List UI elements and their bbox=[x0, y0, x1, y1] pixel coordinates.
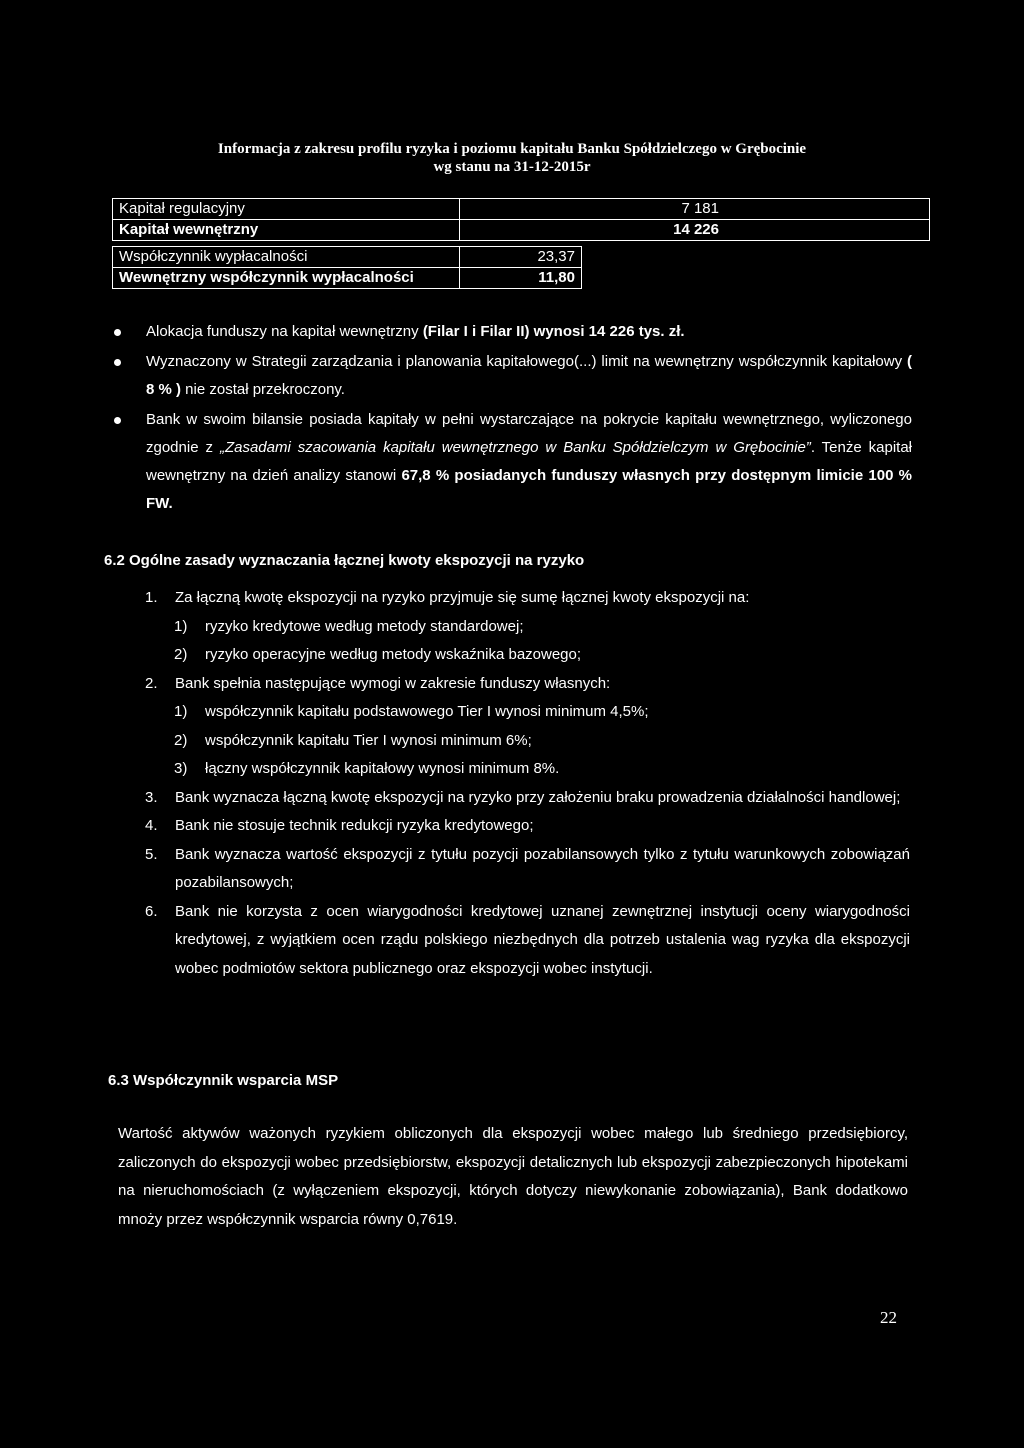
list-number: 2) bbox=[174, 731, 188, 749]
list-number: 3. bbox=[145, 788, 158, 806]
bullet-bold-text: 67,8 % posiadanych funduszy własnych przy dostępnym limicie 100 % FW. bbox=[146, 467, 912, 512]
list-number: 2) bbox=[174, 646, 188, 663]
list-item bbox=[145, 841, 910, 898]
bullet-icon bbox=[114, 359, 121, 366]
table-cell-label: Wewnętrzny współczynnik wypłacalności bbox=[113, 268, 460, 289]
bullet-bold-text: (Filar I i Filar II) wynosi 14 226 tys. zł. bbox=[422, 323, 685, 340]
table-row bbox=[113, 199, 930, 220]
table-cell-label: Kapitał regulacyjny bbox=[113, 199, 460, 220]
list-number: 5. bbox=[145, 845, 158, 863]
bullet-text: nie został przekroczony. bbox=[181, 381, 345, 398]
bullet-item bbox=[112, 406, 912, 518]
list-number: 1. bbox=[145, 589, 158, 606]
list-subitem bbox=[145, 698, 910, 727]
table-row bbox=[113, 247, 582, 268]
list-number: 1) bbox=[174, 703, 188, 720]
list-text: Bank wyznacza łączną kwotę ekspozycji na ryzyko przy założeniu braku prowadzenia działalności handlowej; bbox=[175, 788, 901, 806]
table-row bbox=[113, 220, 930, 241]
section-6-3-paragraph: Wartość aktywów ważonych ryzykiem obliczonych dla ekspozycji wobec małego lub średniego przedsiębiorcy, zaliczonych do ekspozycji wobec przedsiębiorstw, ekspozycji detalicznych lub ekspozycji zabezpieczonych hipotekami na nieruchomościach (z wyłączeniem ekspozycji, których dotyczy niewykonanie zobowiązania), Bank dodatkowo mnoży przez współczynnik wsparcia równy 0,7619. bbox=[118, 1125, 908, 1228]
list-number: 2. bbox=[145, 674, 158, 692]
list-number: 4. bbox=[145, 817, 158, 834]
bullet-text: Bank w swoim bilansie posiada kapitały w pełni wystarczające na pokrycie kapitału wewnętrznego, wyliczonego zgodnie z bbox=[146, 411, 912, 456]
list-number: 6. bbox=[145, 902, 158, 920]
table-cell-label: Współczynnik wypłacalności bbox=[113, 247, 460, 268]
document-header bbox=[0, 140, 1024, 176]
list-text: Bank nie korzysta z ocen wiarygodności kredytowej uznanej zewnętrznej instytucji oceny wiarygodności kredytowej, z wyjątkiem ocen rządu polskiego niezbędnych dla potrzeb ustalenia wag ryzyka dla ekspozycji wobec podmiotów sektora publicznego oraz ekspozycji wobec instytucji. bbox=[175, 902, 910, 977]
table-cell-label: Kapitał wewnętrzny bbox=[113, 220, 460, 241]
list-text: łączny współczynnik kapitałowy wynosi minimum 8%. bbox=[205, 760, 560, 777]
list-item bbox=[145, 670, 910, 699]
list-text: Bank spełnia następujące wymogi w zakresie funduszy własnych: bbox=[175, 674, 611, 692]
capital-table bbox=[112, 198, 930, 241]
header-title: Informacja z zakresu profilu ryzyka i poziomu kapitału Banku Spółdzielczego w Grębocinie bbox=[217, 141, 807, 157]
bullet-icon bbox=[114, 417, 121, 424]
summary-bullets bbox=[112, 318, 912, 518]
bullet-text: Alokacja funduszy na kapitał wewnętrzny bbox=[146, 323, 423, 340]
table-cell-value: 14 226 bbox=[460, 220, 930, 241]
table-cell-value: 7 181 bbox=[460, 199, 930, 220]
table-cell-value: 23,37 bbox=[460, 247, 582, 268]
list-item bbox=[145, 812, 910, 841]
bullet-item bbox=[112, 318, 912, 346]
bullet-text: . Tenże kapitał wewnętrzny na dzień analizy stanowi bbox=[146, 439, 912, 484]
list-text: ryzyko kredytowe według metody standardowej; bbox=[205, 617, 524, 635]
table-cell-value: 11,80 bbox=[460, 268, 582, 289]
list-number: 1) bbox=[174, 617, 188, 635]
list-text: Za łączną kwotę ekspozycji na ryzyko przyjmuje się sumę łącznej kwoty ekspozycji na: bbox=[175, 589, 750, 606]
list-item bbox=[145, 898, 910, 984]
list-subitem bbox=[145, 727, 910, 756]
bullet-bold-text: ( 8 % ) bbox=[146, 353, 912, 398]
list-text: ryzyko operacyjne według metody wskaźnika bazowego; bbox=[205, 646, 582, 663]
list-number: 3) bbox=[174, 760, 188, 777]
list-text: Bank nie stosuje technik redukcji ryzyka kredytowego; bbox=[175, 817, 534, 834]
section-heading-6-3: 6.3 Współczynnik wsparcia MSP bbox=[108, 1072, 339, 1089]
bullet-italic-text: „Zasadami szacowania kapitału wewnętrznego w Banku Spółdzielczym w Grębocinie” bbox=[219, 439, 811, 456]
section-6-2-list bbox=[145, 584, 910, 983]
section-heading-6-2: 6.2 Ogólne zasady wyznaczania łącznej kwoty ekspozycji na ryzyko bbox=[104, 552, 585, 569]
list-subitem bbox=[145, 613, 910, 642]
list-text: współczynnik kapitału Tier I wynosi minimum 6%; bbox=[205, 731, 532, 749]
bullet-item bbox=[112, 348, 912, 404]
ratio-table bbox=[112, 246, 582, 289]
table-row bbox=[113, 268, 582, 289]
list-text: Bank wyznacza wartość ekspozycji z tytułu pozycji pozabilansowych tylko z tytułu warunkowych zobowiązań pozabilansowych; bbox=[175, 845, 910, 891]
bullet-icon bbox=[114, 329, 121, 336]
page-number: 22 bbox=[880, 1308, 897, 1327]
list-text: współczynnik kapitału podstawowego Tier I wynosi minimum 4,5%; bbox=[205, 703, 649, 720]
list-subitem bbox=[145, 755, 910, 784]
header-date: wg stanu na 31-12-2015r bbox=[433, 159, 591, 175]
list-subitem bbox=[145, 641, 910, 670]
list-item bbox=[145, 584, 910, 613]
bullet-text: Wyznaczony w Strategii zarządzania i planowania kapitałowego(...) limit na wewnętrzny współczynnik kapitałowy bbox=[146, 353, 907, 370]
list-item bbox=[145, 784, 910, 813]
